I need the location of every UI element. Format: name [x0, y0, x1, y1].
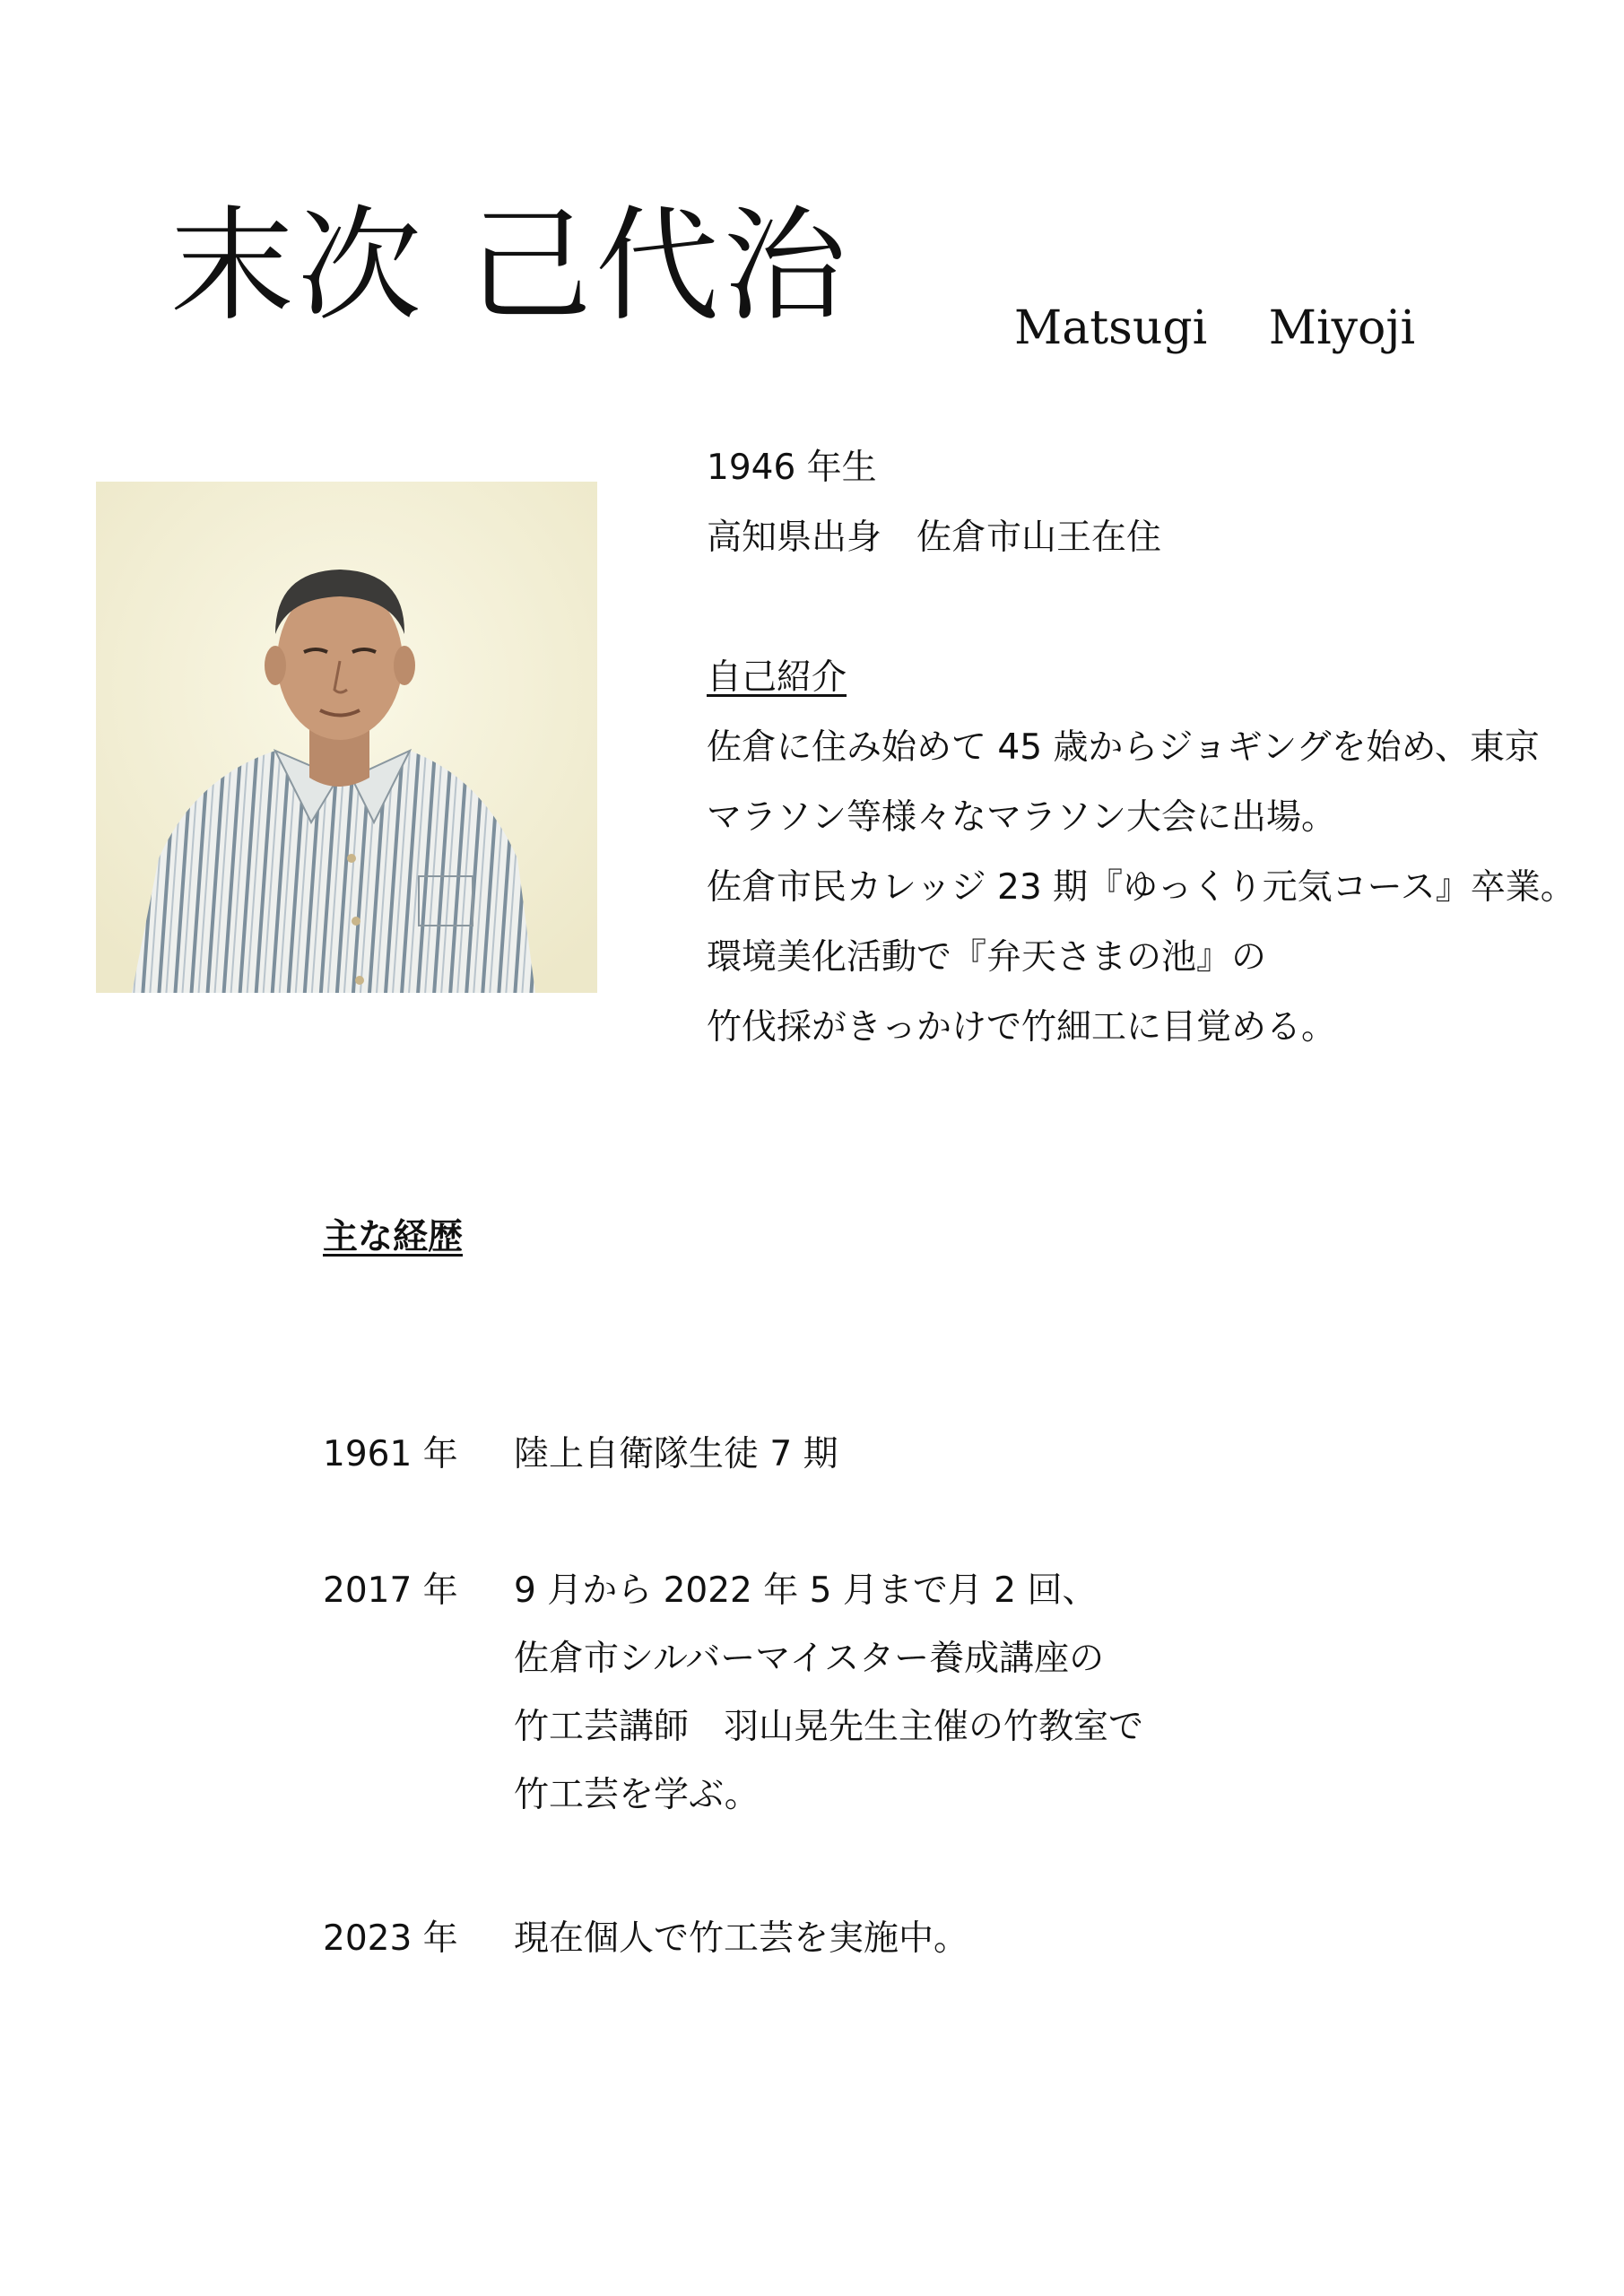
- name-romanized: Matsugi Miyoji: [1014, 301, 1416, 355]
- intro-line: 佐倉市民カレッジ 23 期『ゆっくり元気コース』卒業。: [707, 867, 1576, 908]
- birth-year: 1946 年生: [707, 448, 877, 488]
- intro-line: 佐倉に住み始めて 45 歳からジョギングを始め、東京: [707, 727, 1540, 768]
- career-line: 陸上自衛隊生徒 7 期: [514, 1434, 838, 1474]
- career-description: [514, 1905, 968, 1973]
- portrait-photo: [96, 482, 597, 993]
- profile-info: [707, 433, 1576, 1063]
- career-year: 2023 年: [323, 1918, 458, 1959]
- career-line: 竹工芸を学ぶ。: [514, 1775, 760, 1815]
- career-year: 1961 年: [323, 1434, 458, 1474]
- origin-residence: 高知県出身 佐倉市山王在住: [707, 517, 1162, 558]
- career-description: [514, 1557, 1143, 1830]
- intro-line: マラソン等様々なマラソン大会に出場。: [707, 797, 1337, 838]
- career-year: 2017 年: [323, 1570, 458, 1611]
- career-line: 9 月から 2022 年 5 月まで月 2 回、: [514, 1570, 1098, 1611]
- career-line: 竹工芸講師 羽山晃先生主催の竹教室で: [514, 1707, 1144, 1747]
- intro-line: 環境美化活動で『弁天さまの池』の: [707, 937, 1267, 978]
- career-description: [514, 1421, 838, 1489]
- spacer: [707, 573, 1568, 643]
- intro-line: 竹伐採がきっかけで竹細工に目覚める。: [707, 1007, 1337, 1048]
- career-heading: 主な経歴: [323, 1217, 464, 1257]
- career-line: 佐倉市シルバーマイスター養成講座の: [514, 1639, 1105, 1679]
- career-line: 現在個人で竹工芸を実施中。: [514, 1918, 969, 1959]
- name-japanese: 末次 己代治: [170, 194, 850, 338]
- intro-heading: 自己紹介: [707, 657, 847, 698]
